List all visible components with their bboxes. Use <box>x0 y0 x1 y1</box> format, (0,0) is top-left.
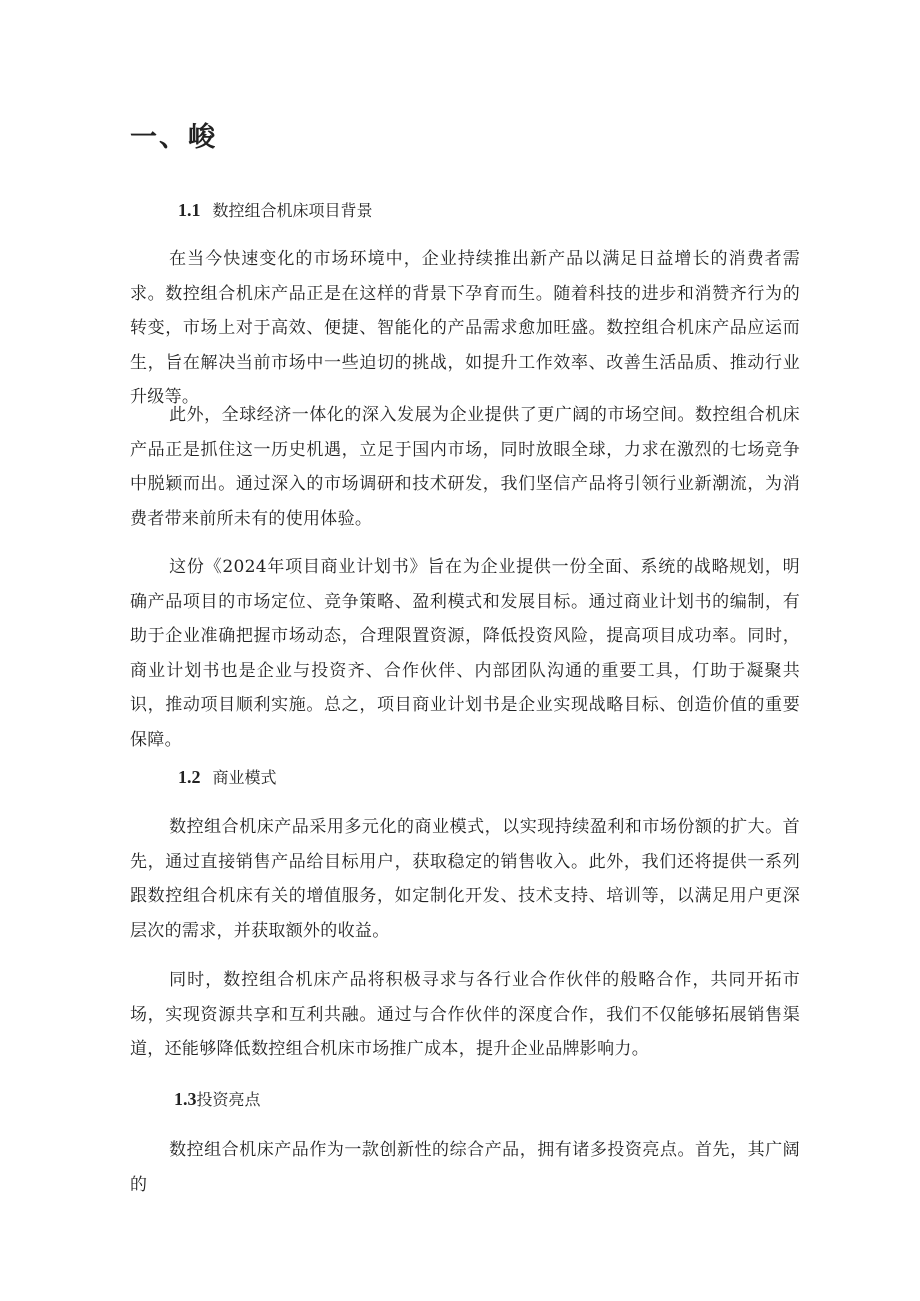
chapter-title: 一、峻 <box>130 122 217 153</box>
paragraph: 数控组合机床产品采用多元化的商业模式，以实现持续盈利和市场份额的扩大。首先，通过直接销售产品给目标用户，获取稳定的销售收入。此外，我们还将提供一系列跟数控组合机床有关的增值服务，如定制化开发、技术支持、培训等，以满足用户更深层次的需求，并获取额外的收益。 <box>130 817 800 941</box>
section-heading-1-2 <box>178 764 277 791</box>
paragraph: 数控组合机床产品作为一款创新性的综合产品，拥有诸多投资亮点。首先，其广阔的 <box>130 1140 800 1195</box>
section-number: 1.1 <box>178 200 201 220</box>
paragraph: 同时，数控组合机床产品将积极寻求与各行业合作伙伴的般略合作，共同开拓市场，实现资源共享和互利共融。通过与合作伙伴的深度合作，我们不仅能够拓展销售渠道，还能够降低数控组合机床市场推广成本，提升企业品牌影响力。 <box>130 970 800 1059</box>
section-heading-1-3 <box>174 1086 261 1113</box>
section-title: 商业模式 <box>212 768 277 787</box>
section-number: 1.2 <box>178 767 201 787</box>
paragraph: 这份《2024年项目商业计划书》旨在为企业提供一份全面、系统的战略规划，明确产品项目的市场定位、竞争策略、盈利模式和发展目标。通过商业计划书的编制，有助于企业准确把握市场动态，合理限置资源，降低投资风险，提高项目成功率。同时，商业计划书也是企业与投资齐、合作伙伴、内部团队沟通的重要工具，仃助于凝聚共识，推动项目顺利实施。总之，项目商业计划书是企业实现战略目标、创造价值的重要保障。 <box>130 557 800 750</box>
section-title: 数控组合机床项目背景 <box>212 201 373 220</box>
section-title: 投资亮点 <box>196 1090 261 1109</box>
section-number: 1.3 <box>174 1089 197 1109</box>
section-heading-1-1 <box>178 197 373 224</box>
paragraph: 此外，全球经济一体化的深入发展为企业提供了更广阔的市场空间。数控组合机床产品正是抓住这一历史机遇，立足于国内市场，同时放眼全球，力求在激烈的七场竞争中脱颖而出。通过深入的市场调研和技术研发，我们坚信产品将引领行业新潮流，为消费者带来前所未有的使用体验。 <box>130 405 800 529</box>
paragraph: 在当今快速变化的市场环境中，企业持续推出新产品以满足日益增长的消费者需求。数控组合机床产品正是在这样的背景下孕育而生。随着科技的进步和消赞齐行为的转变，市场上对于高效、便捷、智能化的产品需求愈加旺盛。数控组合机床产品应运而生，旨在解决当前市场中一些迫切的挑战，如提升工作效率、改善生活品质、推动行业升级等。 <box>130 249 800 407</box>
